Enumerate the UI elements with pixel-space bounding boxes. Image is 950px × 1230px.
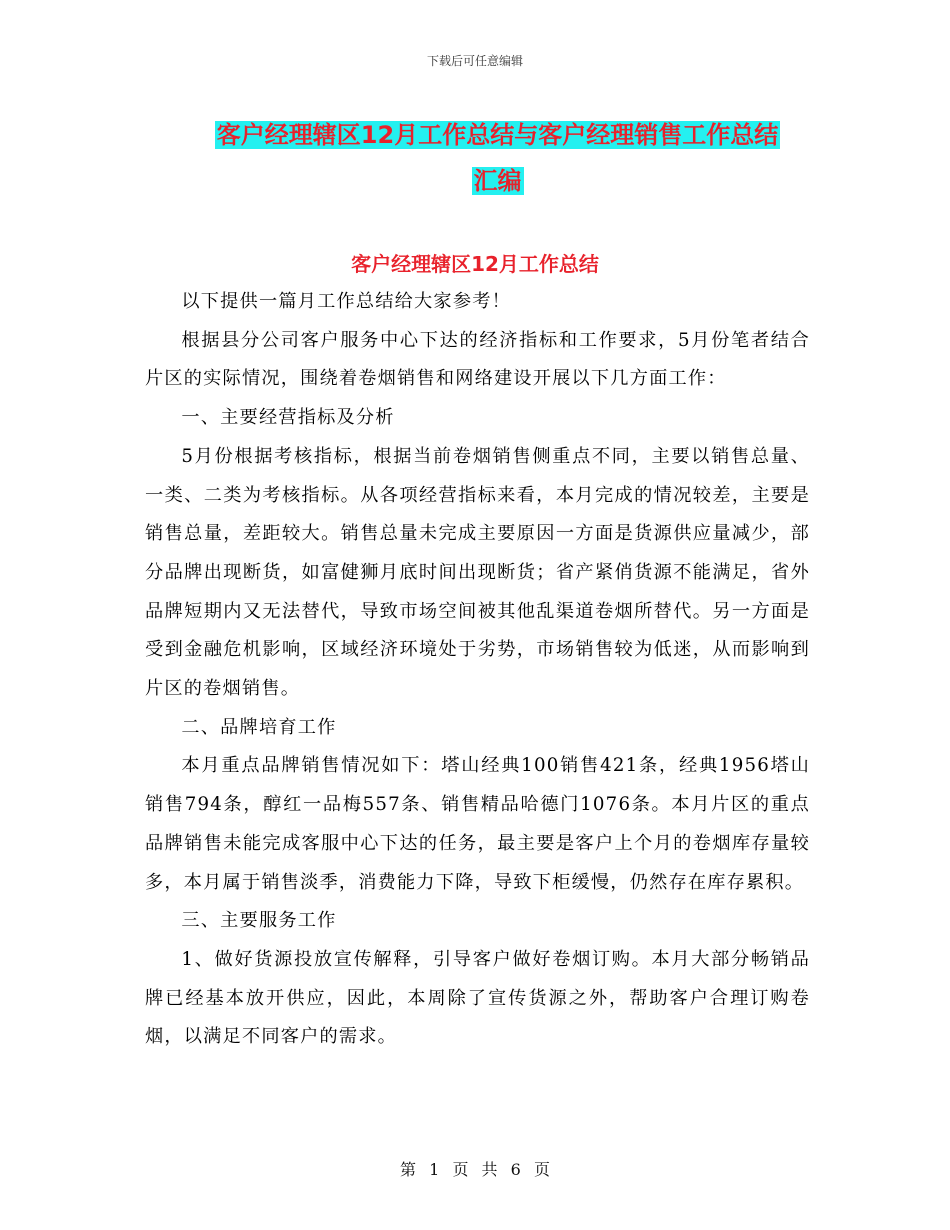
footer-label: 页 — [533, 1160, 550, 1179]
section-title: 客户经理辖区12月工作总结 — [351, 252, 599, 276]
document-title-line-2: 汇编 — [473, 167, 522, 195]
document-body — [145, 283, 810, 1057]
paragraph: 本月重点品牌销售情况如下：塔山经典100销售421条，经典1956塔山销售794条，醇红一品梅557条、销售精品哈德门1076条。本月片区的重点品牌销售未能完成客服中心下达的任务，最主要是客户上个月的卷烟库存量较多，本月属于销售淡季，消费能力下降，导致下柜缓慢，仍然存在库存累积。 — [145, 755, 810, 893]
footer-label: 页 — [452, 1160, 469, 1179]
header-note: 下载后可任意编辑 — [426, 54, 523, 68]
paragraph-heading: 一、主要经营指标及分析 — [181, 407, 395, 429]
document-title — [145, 112, 850, 204]
footer-label: 第 — [400, 1160, 417, 1179]
footer-label: 共 — [481, 1160, 498, 1179]
paragraph-heading: 三、主要服务工作 — [181, 910, 337, 932]
current-page-number: 1 — [429, 1160, 440, 1179]
paragraph: 1、做好货源投放宣传解释，引导客户做好卷烟订购。本月大部分畅销品牌已经基本放开供应，因此，本周除了宣传货源之外，帮助客户合理订购卷烟，以满足不同客户的需求。 — [145, 948, 810, 1048]
paragraph-heading: 二、品牌培育工作 — [181, 716, 337, 738]
page-footer — [0, 1157, 950, 1180]
paragraph: 以下提供一篇月工作总结给大家参考！ — [181, 291, 511, 312]
total-page-count: 6 — [510, 1160, 521, 1179]
document-title-line-1: 客户经理辖区12月工作总结与客户经理销售工作总结 — [216, 121, 779, 149]
paragraph: 5月份根据考核指标，根据当前卷烟销售侧重点不同，主要以销售总量、一类、二类为考核指标。从各项经营指标来看，本月完成的情况较差，主要是销售总量，差距较大。销售总量未完成主要原因一方面是货源供应量减少，部分品牌出现断货，如富健狮月底时间出现断货；省产紧俏货源不能满足，省外品牌短期内又无法替代，导致市场空间被其他乱渠道卷烟所替代。另一方面是受到金融危机影响，区域经济环境处于劣势，市场销售较为低迷，从而影响到片区的卷烟销售。 — [145, 445, 810, 700]
paragraph: 根据县分公司客户服务中心下达的经济指标和工作要求，5月份笔者结合片区的实际情况，围绕着卷烟销售和网络建设开展以下几方面工作： — [145, 329, 810, 390]
